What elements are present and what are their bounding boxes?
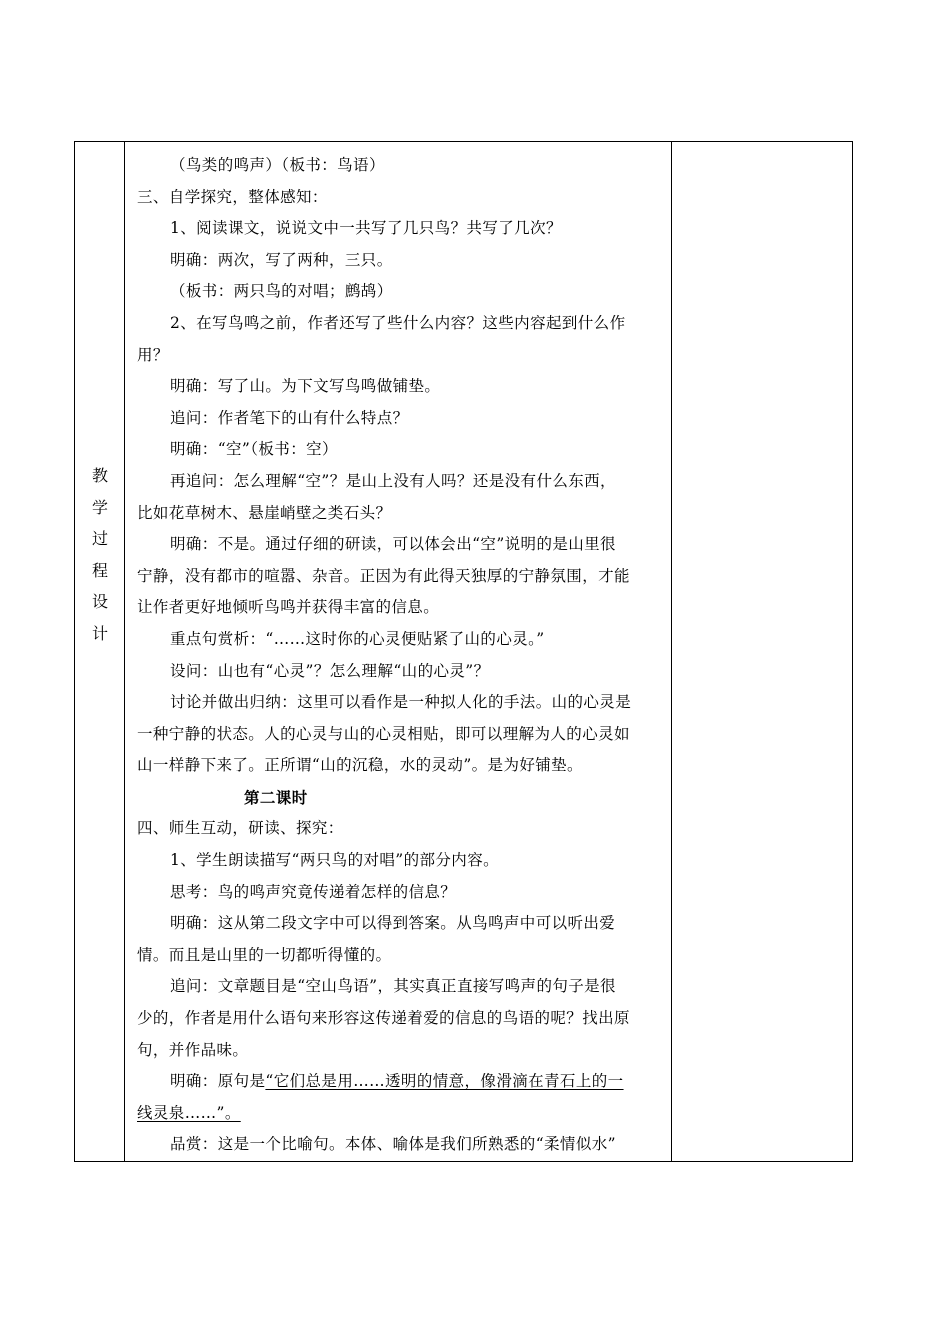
side-label-char: 过 [91,529,108,549]
text-line: 品赏：这是一个比喻句。本体、喻体是我们所熟悉的“柔情似水” [170,1135,616,1154]
side-label-column [75,142,125,1161]
text-line: 明确：不是。通过仔细的研读，可以体会出“空”说明的是山里很 [170,535,616,554]
text-line: （鸟类的鸣声）（板书：鸟语） [170,156,385,174]
side-label-char: 学 [91,497,108,517]
text-line: 句，并作品味。 [137,1040,249,1059]
text-line: 山一样静下来了。正所谓“山的沉稳，水的灵动”。是为好铺垫。 [137,756,583,775]
text-line: 一种宁静的状态。人的心灵与山的心灵相贴，即可以理解为人的心灵如 [137,724,630,743]
text-line: 重点句赏析：“……这时你的心灵便贴紧了山的心灵。” [170,629,545,648]
text-fragment: 明确：原句是 [170,1072,266,1091]
side-label-char: 设 [91,592,108,612]
side-label [75,460,125,650]
text-line: 1、阅读课文，说说文中一共写了几只鸟？共写了几次？ [170,219,562,238]
text-line: 设问：山也有“心灵”？怎么理解“山的心灵”？ [170,661,490,680]
lesson-content [137,150,663,1161]
section-heading: 四、师生互动，研读、探究： [137,819,344,838]
quoted-sentence: “它们总是用……透明的情意，像滑滴在青石上的一 [265,1072,624,1091]
text-line: 情。而且是山里的一切都听得懂的。 [137,945,392,964]
text-line: 少的，作者是用什么语句来形容这传递着爱的信息的鸟语的呢？找出原 [137,1009,630,1028]
text-line: 2、在写鸟鸣之前，作者还写了些什么内容？这些内容起到什么作 [170,313,626,332]
text-line: 明确：两次，写了两种，三只。 [170,250,393,269]
text-line: 追问：作者笔下的山有什么特点？ [170,408,409,427]
text-line: 1、学生朗读描写“两只鸟的对唱”的部分内容。 [170,851,500,870]
text-line [137,1098,663,1130]
text-line: 明确：“空”（板书：空） [170,440,338,459]
text-line: 比如花草树木、悬崖峭壁之类石头？ [137,503,392,522]
text-line: 明确：这从第二段文字中可以得到答案。从鸟鸣声中可以听出爱 [170,914,616,933]
notes-column [671,142,853,1161]
text-line: （板书：两只鸟的对唱；鹧鸪） [170,282,393,301]
side-label-char: 教 [91,466,108,485]
text-line: 明确：写了山。为下文写鸟鸣做铺垫。 [170,377,441,396]
text-line: 讨论并做出归纳：这里可以看作是一种拟人化的手法。山的心灵是 [170,693,632,712]
quoted-sentence: 线灵泉……”。 [137,1103,241,1122]
section-heading: 三、自学探究，整体感知： [137,187,328,206]
text-line: 宁静，没有都市的喧嚣、杂音。正因为有此得天独厚的宁静氛围，才能 [137,566,630,585]
text-line: 再追问：怎么理解“空”？是山上没有人吗？还是没有什么东西， [170,471,616,490]
side-label-char: 计 [91,623,108,643]
lesson-table [74,141,853,1162]
lesson-subheading: 第二课时 [244,787,308,807]
side-label-char: 程 [91,560,108,580]
text-line: 让作者更好地倾听鸟鸣并获得丰富的信息。 [137,598,440,617]
text-line [137,1066,663,1098]
text-line: 追问：文章题目是“空山鸟语”，其实真正直接写鸣声的句子是很 [170,977,616,996]
text-line: 思考：鸟的鸣声究竟传递着怎样的信息？ [170,882,457,901]
text-line: 用？ [137,345,169,364]
